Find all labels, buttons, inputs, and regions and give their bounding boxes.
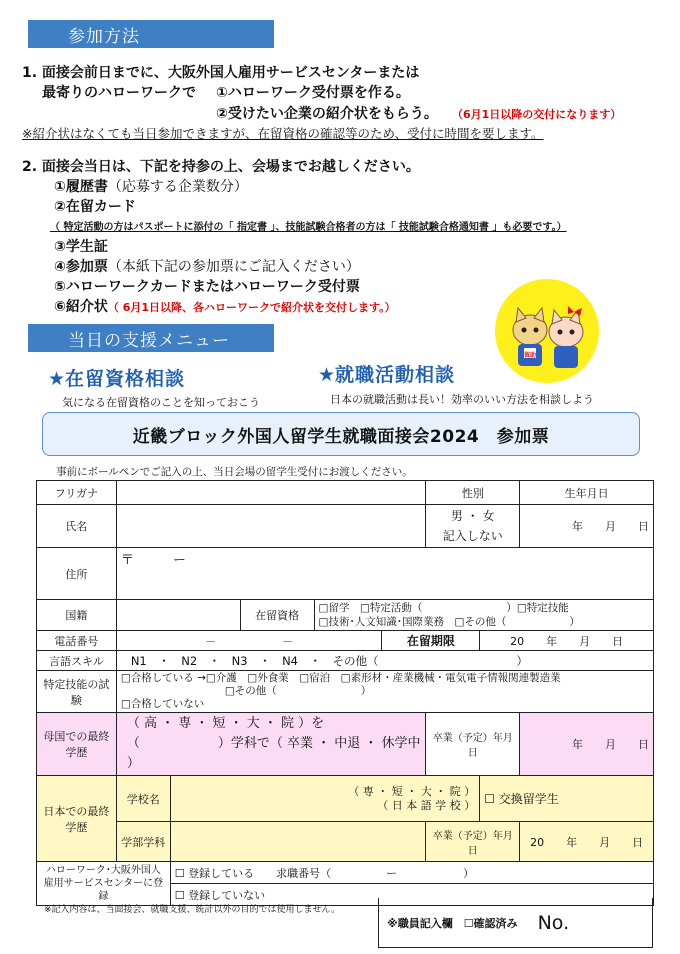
period-label: 在留期限	[382, 631, 480, 651]
star-icon: ★	[318, 364, 336, 386]
step2-item3: ③学生証	[54, 239, 108, 255]
furigana-label: フリガナ	[37, 481, 117, 505]
menu-item-status-sub: 気になる在留資格のことを知っておこう	[62, 396, 260, 409]
form-instruction: 事前にボールペンでご記入の上、当日会場の留学生受付にお渡しください。	[56, 466, 413, 478]
nationality-field[interactable]	[116, 600, 240, 631]
section-header-support-menu	[28, 324, 274, 352]
number-label: No.	[537, 911, 570, 934]
address-field[interactable]: 〒 ー	[116, 548, 653, 600]
form-title: 近畿ブロック外国人留学生就職面接会2024 参加票	[42, 412, 640, 456]
dept-label: 学部学科	[116, 822, 170, 862]
menu-item-title: 就職活動相談	[335, 364, 456, 386]
step2-item2-note: （ 特定活動の方はパスポートに添付の「 指定書 」、技能試験合格者の方は「 技能試験合格通知書 」も必要です。）	[50, 222, 567, 233]
grad-field-2[interactable]: 20 年 月 日	[520, 822, 654, 862]
step2-item2: ②在留カード	[54, 199, 136, 215]
step1-item2-note: （6月1日以降の交付になります）	[452, 108, 622, 121]
dept-field[interactable]	[170, 822, 426, 862]
phone-field[interactable]: － －	[116, 631, 382, 651]
staff-confirm[interactable]: ※職員記入欄 ☐確認済み	[387, 916, 518, 930]
menu-item-job-sub: 日本の就職活動は長い！効率のいい方法を相談しよう	[330, 393, 594, 406]
mascot-illustration	[494, 278, 600, 384]
step1-item1: ①ハローワーク受付票を作る。	[216, 85, 410, 101]
status-options[interactable]	[314, 600, 653, 631]
gender-label: 性別	[426, 481, 520, 505]
section-header-participation	[28, 20, 274, 48]
step2-line1: 2. 面接会当日は、下記を持参の上、会場までお越しください。	[22, 159, 420, 175]
exchange-checkbox[interactable]: ☐ 交換留学生	[480, 776, 654, 822]
jp-edu-label: 日本での最終学歴	[37, 776, 117, 862]
grad-label-2: 卒業（予定）年月日	[426, 822, 520, 862]
mascot-badge: 留助	[524, 352, 537, 359]
birthday-field[interactable]: 年 月 日	[520, 505, 654, 548]
name-label: 氏名	[37, 505, 117, 548]
hw-label: ハローワーク･大阪外国人雇用サービスセンターに登録	[37, 862, 171, 906]
nationality-label: 国籍	[37, 600, 117, 631]
menu-item-job-consult	[318, 360, 455, 387]
status-row1: □留学 □特定活動（ ）□特定技能	[318, 602, 569, 614]
school-label: 学校名	[116, 776, 170, 822]
status-row2: □技術･人文知識･国際業務 □その他（ ）	[318, 616, 580, 628]
lang-label: 言語スキル	[37, 651, 117, 671]
menu-item-status-consult	[48, 364, 185, 391]
school-types1: （ 専 ・ 短 ・ 大 ・ 院 ）	[348, 784, 476, 798]
skill-passed: □合格している →	[120, 672, 206, 684]
period-field[interactable]: 20 年 月 日	[480, 631, 654, 651]
section-title: 当日の支援メニュー	[68, 330, 230, 351]
skill-label: 特定技能の試験	[37, 671, 117, 713]
home-edu-field[interactable]	[116, 713, 426, 776]
school-types2: （ 日 本 語 学 校 ）	[377, 798, 476, 812]
birthday-label: 生年月日	[520, 481, 654, 505]
skill-not: □合格していない	[120, 698, 205, 710]
hw-no[interactable]: ☐ 登録していない	[170, 884, 653, 906]
grad-field[interactable]: 年 月 日	[520, 713, 654, 776]
step1-note: ※紹介状はなくても当日参加できますが、在留資格の確認等のため、受付に時間を要します。	[22, 126, 544, 141]
form-footnote: ※記入内容は、当面接会、就職支援、統計以外の目的では使用しません。	[44, 905, 341, 915]
menu-item-title: 在留資格相談	[65, 368, 186, 390]
step2-item1: ①履歴書（応募する企業数分）	[54, 179, 248, 195]
address-label: 住所	[37, 548, 117, 600]
name-field[interactable]	[116, 505, 426, 548]
phone-label: 電話番号	[37, 631, 117, 651]
step2-item4: ④参加票（本紙下記の参加票にご記入ください）	[54, 259, 360, 275]
gender-options: 男 ・ 女	[450, 509, 495, 523]
furigana-field[interactable]	[116, 481, 426, 505]
gender-none: 記入しない	[442, 529, 503, 543]
home-edu-line1: （ 高 ・ 専 ・ 短 ・ 大 ・ 院 ）を	[126, 716, 325, 731]
home-edu-label: 母国での最終学歴	[37, 713, 117, 776]
step1-line2: 最寄りのハローワークで	[42, 85, 196, 101]
step2-item5: ⑤ハローワークカードまたはハローワーク受付票	[54, 279, 360, 295]
staff-box	[378, 898, 653, 948]
section-title: 参加方法	[68, 26, 140, 47]
step1-item2: ②受けたい企業の紹介状をもらう。	[216, 106, 438, 122]
skill-cats2: □その他（ ）	[224, 685, 372, 697]
grad-label: 卒業（予定）年月日	[426, 713, 520, 776]
gender-field[interactable]	[426, 505, 520, 548]
skill-cats1: □介護 □外食業 □宿泊 □素形材・産業機械・電気電子情報関連製造業	[205, 672, 561, 684]
lang-options[interactable]: N1 ・ N2 ・ N3 ・ N4 ・ その他（ ）	[116, 651, 653, 671]
status-label: 在留資格	[240, 600, 314, 631]
star-icon: ★	[48, 368, 66, 390]
home-edu-line2: （ ）学科で（ 卒業 ・ 中退 ・ 休学中 ）	[126, 736, 421, 771]
step2-item6: ⑥紹介状（ 6月1日以降、各ハローワークで紹介状を交付します。）	[54, 299, 396, 315]
hw-yes[interactable]: ☐ 登録している 求職番号（ ー ）	[170, 862, 653, 884]
school-field[interactable]	[170, 776, 479, 822]
step1-line1: 1. 面接会前日までに、大阪外国人雇用サービスセンターまたは	[22, 65, 420, 81]
skill-options[interactable]	[116, 671, 653, 713]
registration-form	[36, 480, 654, 906]
